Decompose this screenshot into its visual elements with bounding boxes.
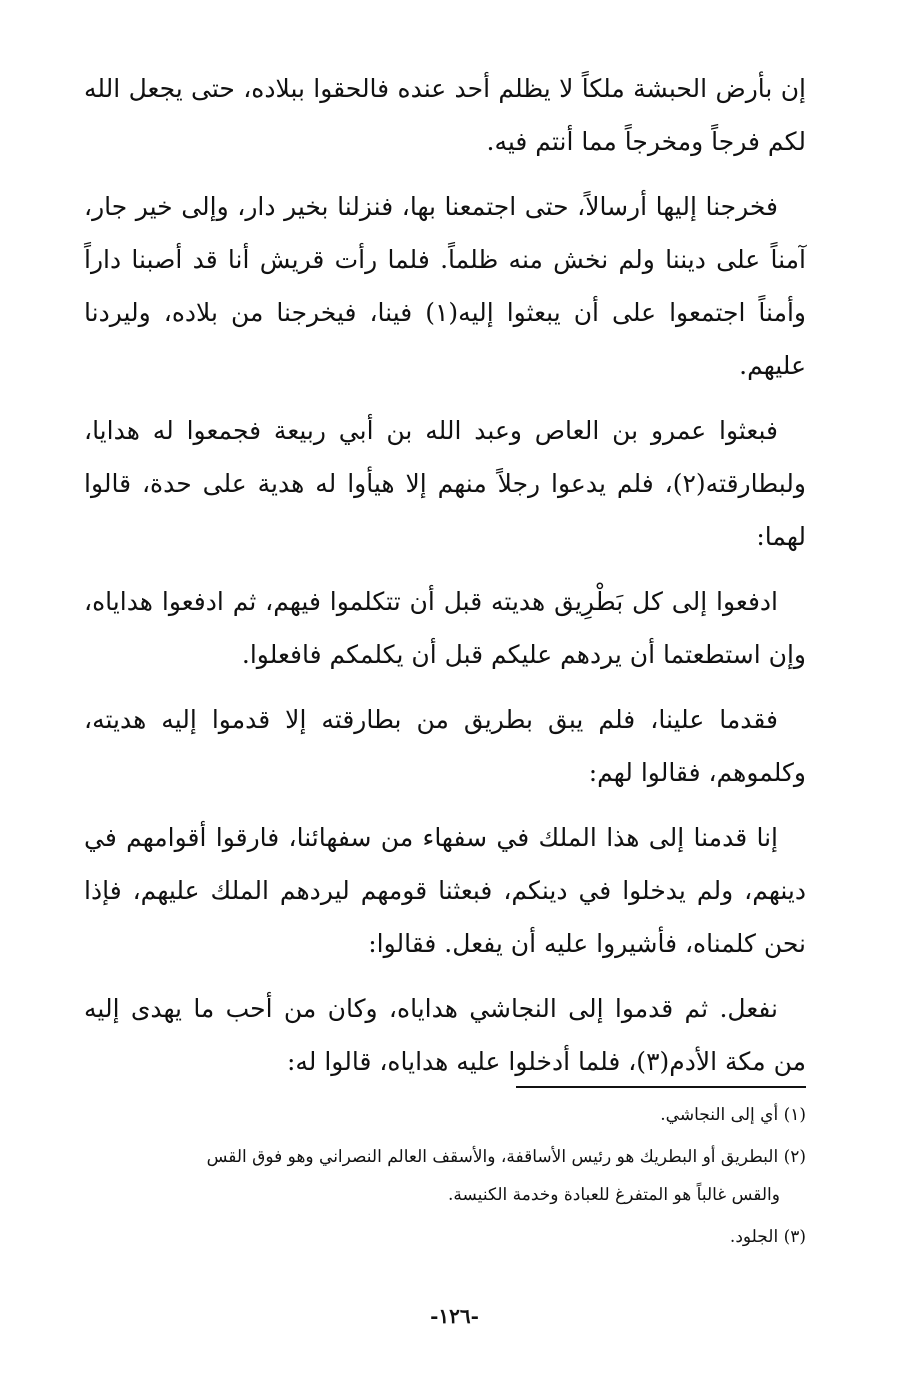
footnote-2-line-2: والقس غالباً هو المتفرغ للعبادة وخدمة الكنيسة. xyxy=(448,1185,780,1205)
footnotes xyxy=(84,1096,806,1260)
paragraph-5: فقدما علينا، فلم يبق بطريق من بطارقته إلا قدموا إليه هديته، وكلموهم، فقالوا لهم: xyxy=(84,705,806,787)
paragraph-3: فبعثوا عمرو بن العاص وعبد الله بن أبي ربيعة فجمعوا له هدايا، ولبطارقته(٢)، فلم يدعوا رجلاً منهم إلا هيأوا له هدية على حدة، قالوا لهما: xyxy=(84,416,806,551)
paragraph-6: إنا قدمنا إلى هذا الملك في سفهاء من سفهائنا، فارقوا أقوامهم في دينهم، ولم يدخلوا في دينكم، فبعثنا قومهم ليردهم الملك عليهم، فإذا نحن كلمناه، فأشيروا عليه أن يفعل. فقالوا: xyxy=(84,823,806,958)
main-text xyxy=(84,62,806,1100)
footnote-1: (١) أي إلى النجاشي. xyxy=(660,1105,806,1125)
footnote-2 xyxy=(84,1138,806,1214)
paragraph-2: فخرجنا إليها أرسالاً، حتى اجتمعنا بها، فنزلنا بخير دار، وإلى خير جار، آمناً على ديننا ولم نخش منه ظلماً. فلما رأت قريش أنا قد أصبنا داراً وأمناً اجتمعوا على أن يبعثوا إليه(١) فينا، فيخرجنا من بلاده، وليردنا عليهم. xyxy=(84,192,806,380)
footnote-divider xyxy=(516,1086,806,1088)
paragraph-7: نفعل. ثم قدموا إلى النجاشي هداياه، وكان من أحب ما يهدى إليه من مكة الأدم(٣)، فلما أدخلوا عليه هداياه، قالوا له: xyxy=(84,994,806,1076)
footnote-3: (٣) الجلود. xyxy=(729,1227,806,1247)
paragraph-1: إن بأرض الحبشة ملكاً لا يظلم أحد عنده فالحقوا ببلاده، حتى يجعل الله لكم فرجاً ومخرجاً مما أنتم فيه. xyxy=(84,74,806,156)
paragraph-4: ادفعوا إلى كل بَطْرِيق هديته قبل أن تتكلموا فيهم، ثم ادفعوا هداياه، وإن استطعتما أن يردهم عليكم قبل أن يكلمكم فافعلوا. xyxy=(84,587,806,669)
page-number: -١٢٦- xyxy=(430,1304,479,1328)
footnote-2-line-1: (٢) البطريق أو البطريك هو رئيس الأساقفة، والأسقف العالم النصراني وهو فوق القس xyxy=(206,1147,806,1167)
